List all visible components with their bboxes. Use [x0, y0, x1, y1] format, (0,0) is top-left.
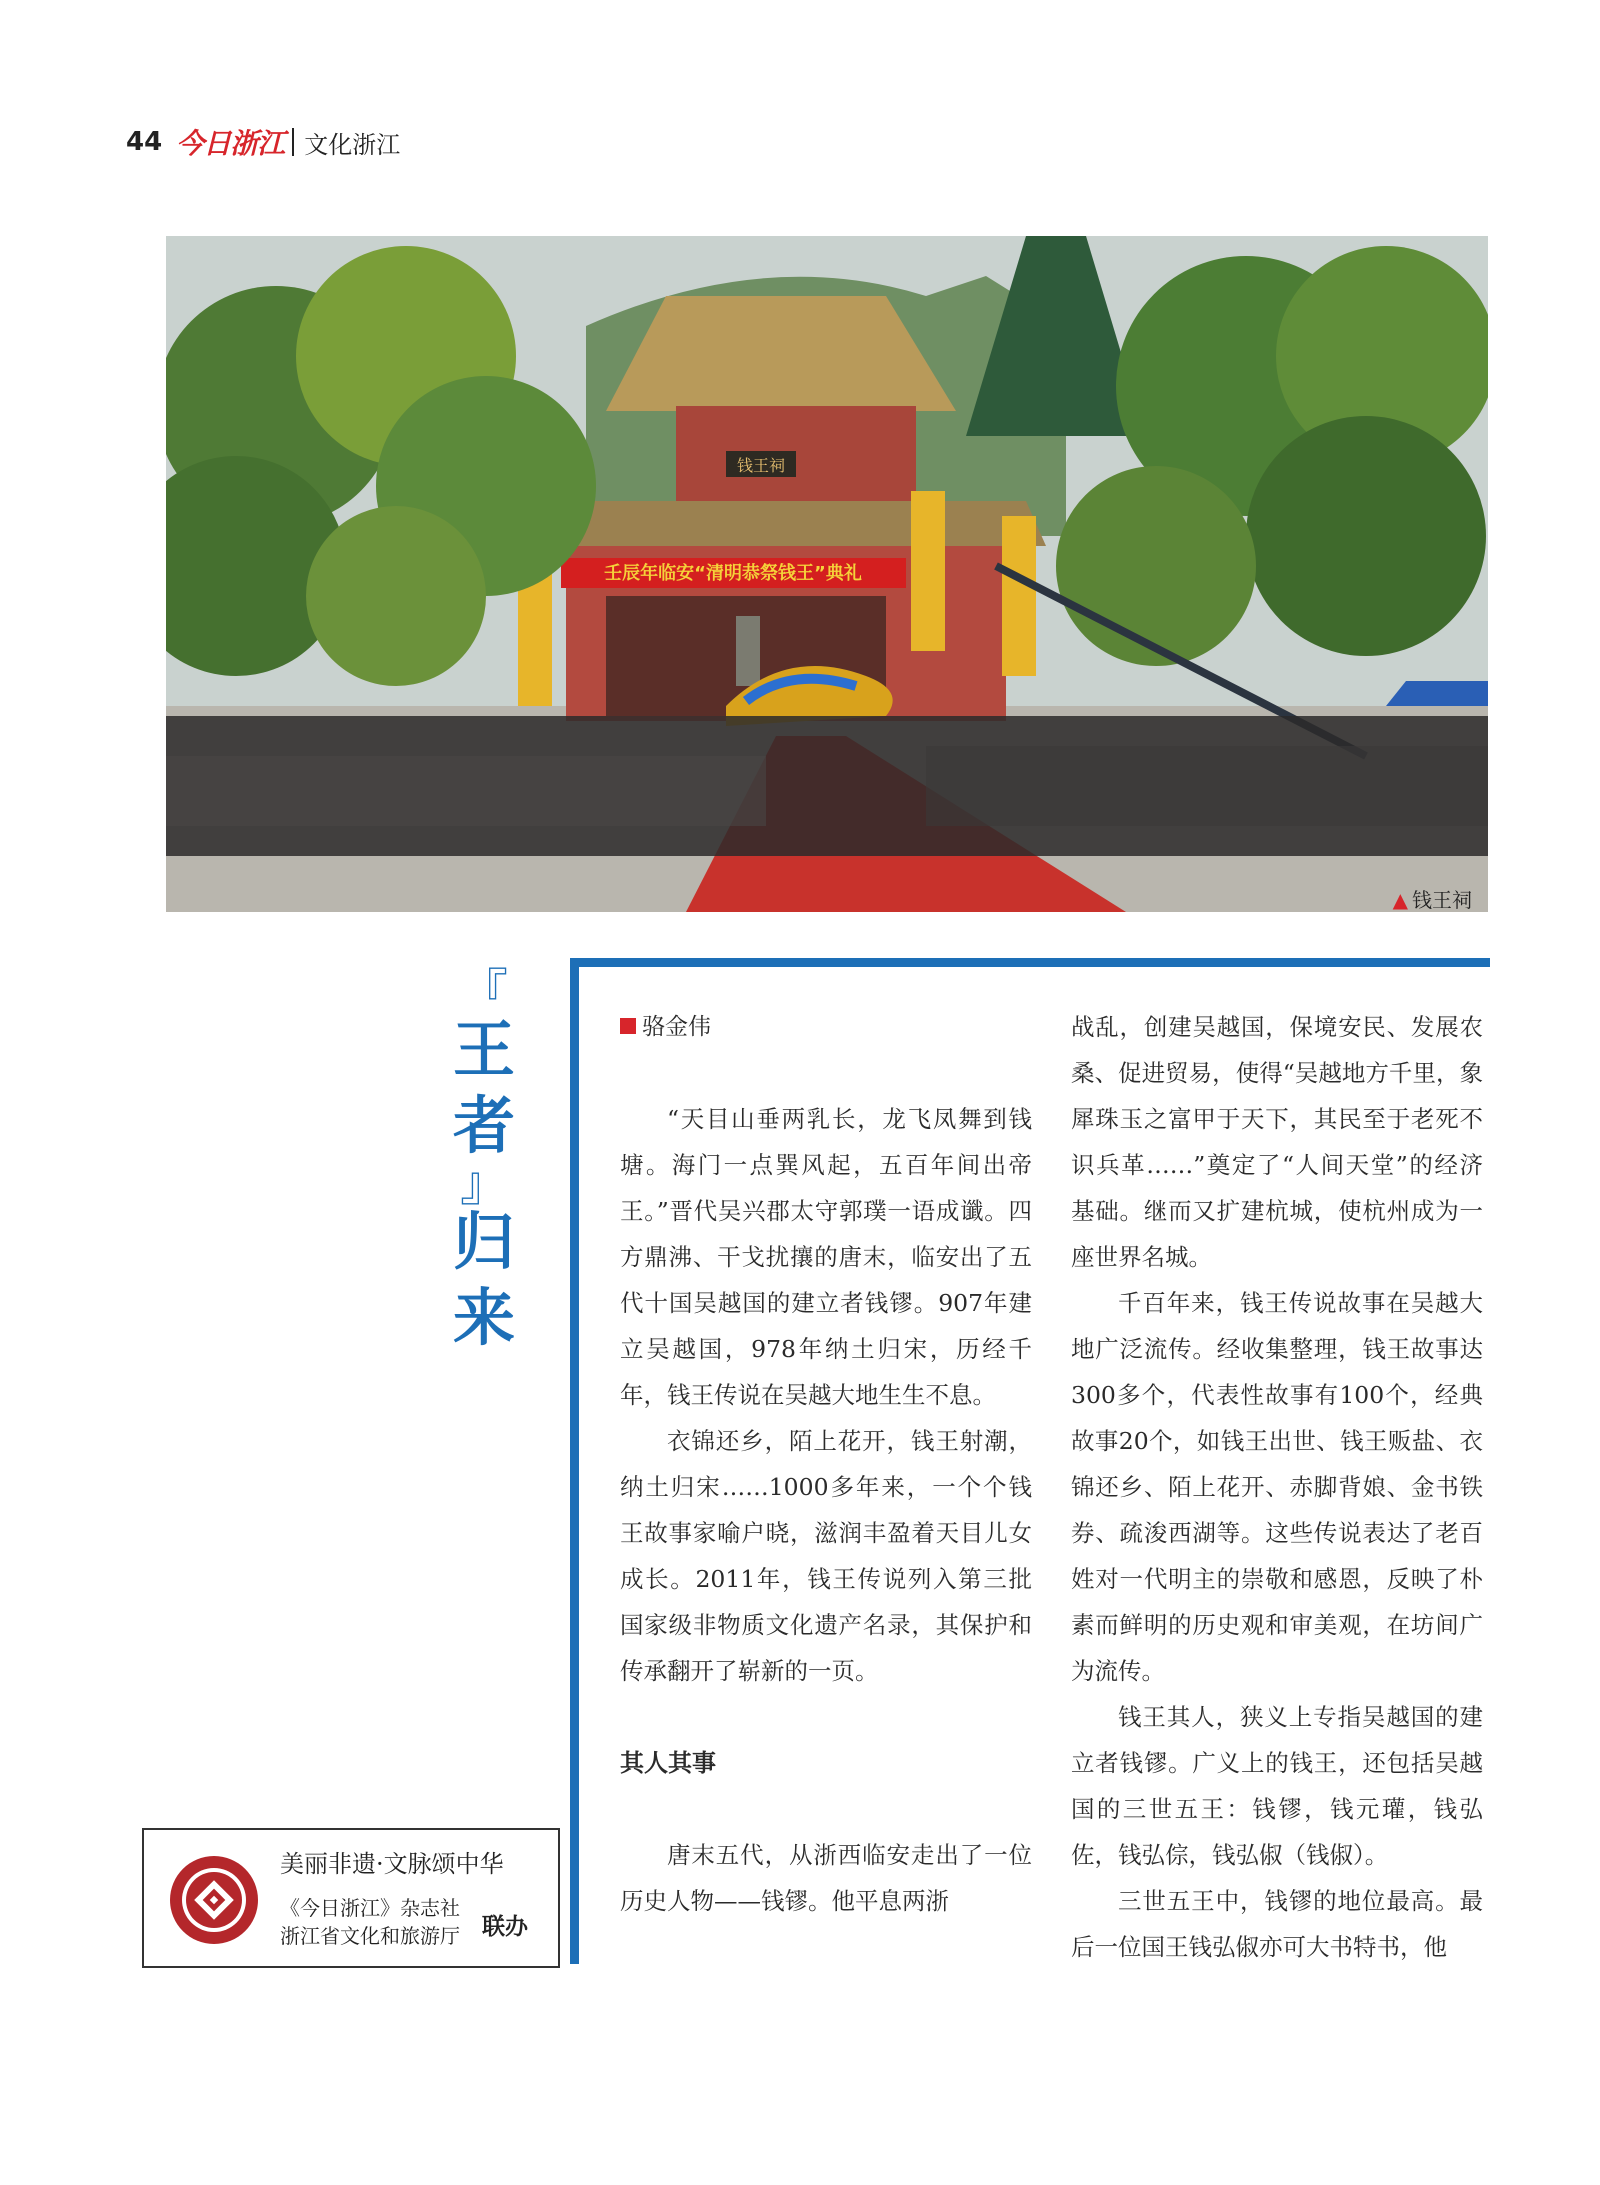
paragraph: 衣锦还乡，陌上花开，钱王射潮，纳土归宋……1000多年来，一个个钱王故事家喻户晓，滋润丰盈着天目儿女成长。2011年，钱王传说列入第三批国家级非物质文化遗产名录，其保护和传承翻开了崭新的一页。 — [620, 1427, 1032, 1685]
subheading: 其人其事 — [620, 1749, 716, 1777]
paragraph: 千百年来，钱王传说故事在吴越大地广泛流传。经收集整理，钱王故事达300多个，代表性故事有100个，经典故事20个，如钱王出世、钱王贩盐、衣锦还乡、陌上花开、赤脚背娘、金书铁券、疏浚西湖等。这些传说表达了老百姓对一代明主的崇敬和感恩，反映了朴素而鲜明的历史观和审美观，在坊间广为流传。 — [1071, 1289, 1483, 1685]
page-header — [126, 124, 400, 160]
temple-plaque: 钱王祠 — [736, 456, 786, 475]
paragraph: 钱王其人，狭义上专指吴越国的建立者钱镠。广义上的钱王，还包括吴越国的三世五王：钱镠，钱元瓘，钱弘佐，钱弘倧，钱弘俶（钱俶）。 — [1071, 1703, 1483, 1869]
title-close-bracket: 』 — [459, 1156, 508, 1212]
paragraph: 三世五王中，钱镠的地位最高。最后一位国王钱弘俶亦可大书特书，他 — [1071, 1887, 1483, 1961]
promo-slogan: 美丽非遗·文脉颂中华 — [280, 1850, 504, 1878]
paragraph-continued: 战乱，创建吴越国，保境安民、发展农桑、促进贸易，使得“吴越地方千里，象犀珠玉之富甲于天下，其民至于老死不识兵革……”奠定了“人间天堂”的经济基础。继而又扩建杭城，使杭州成为一座世界名城。 — [1071, 1013, 1483, 1271]
title-char: 归 — [452, 1205, 515, 1278]
paragraph: 唐末五代，从浙西临安走出了一位历史人物——钱镠。他平息两浙 — [620, 1841, 1032, 1915]
title-char: 王 — [452, 1013, 515, 1086]
square-icon — [620, 1018, 636, 1034]
author-byline: 骆金伟 — [620, 1004, 1032, 1050]
photo-caption: ▲ 钱王祠 — [1392, 888, 1472, 912]
promo-joint-label: 联办 — [482, 1914, 528, 1940]
title-char: 来 — [452, 1281, 515, 1354]
article-column-1 — [620, 1004, 1032, 1924]
triangle-icon: ▲ — [1392, 888, 1408, 912]
header-divider — [292, 128, 294, 156]
frame-left-rule — [570, 958, 579, 1964]
page-number: 44 — [126, 127, 163, 157]
temple-photo — [166, 236, 1488, 912]
frame-top-rule — [570, 958, 1490, 967]
paragraph: “天目山垂两乳长，龙飞凤舞到钱塘。海门一点巽风起，五百年间出帝王。”晋代吴兴郡太守郭璞一语成谶。四方鼎沸、干戈扰攘的唐末，临安出了五代十国吴越国的建立者钱镠。907年建立吴越国，978年纳土归宋，历经千年，钱王传说在吴越大地生生不息。 — [620, 1105, 1032, 1409]
section-name: 文化浙江 — [304, 130, 401, 159]
ceremony-banner: 壬辰年临安“清明恭祭钱王”典礼 — [604, 563, 862, 584]
title-open-bracket: 『 — [459, 964, 508, 1020]
promo-organizers — [280, 1894, 460, 1950]
co-organizer-box — [142, 1828, 560, 1968]
article-title — [444, 964, 524, 1356]
magazine-logo: 今日浙江 — [176, 127, 285, 160]
article-column-2 — [1071, 1004, 1483, 1970]
title-char: 者 — [452, 1089, 515, 1162]
organizer: 《今日浙江》杂志社 — [280, 1896, 460, 1920]
intangible-heritage-seal-icon — [168, 1854, 260, 1946]
organizer: 浙江省文化和旅游厅 — [280, 1924, 460, 1948]
